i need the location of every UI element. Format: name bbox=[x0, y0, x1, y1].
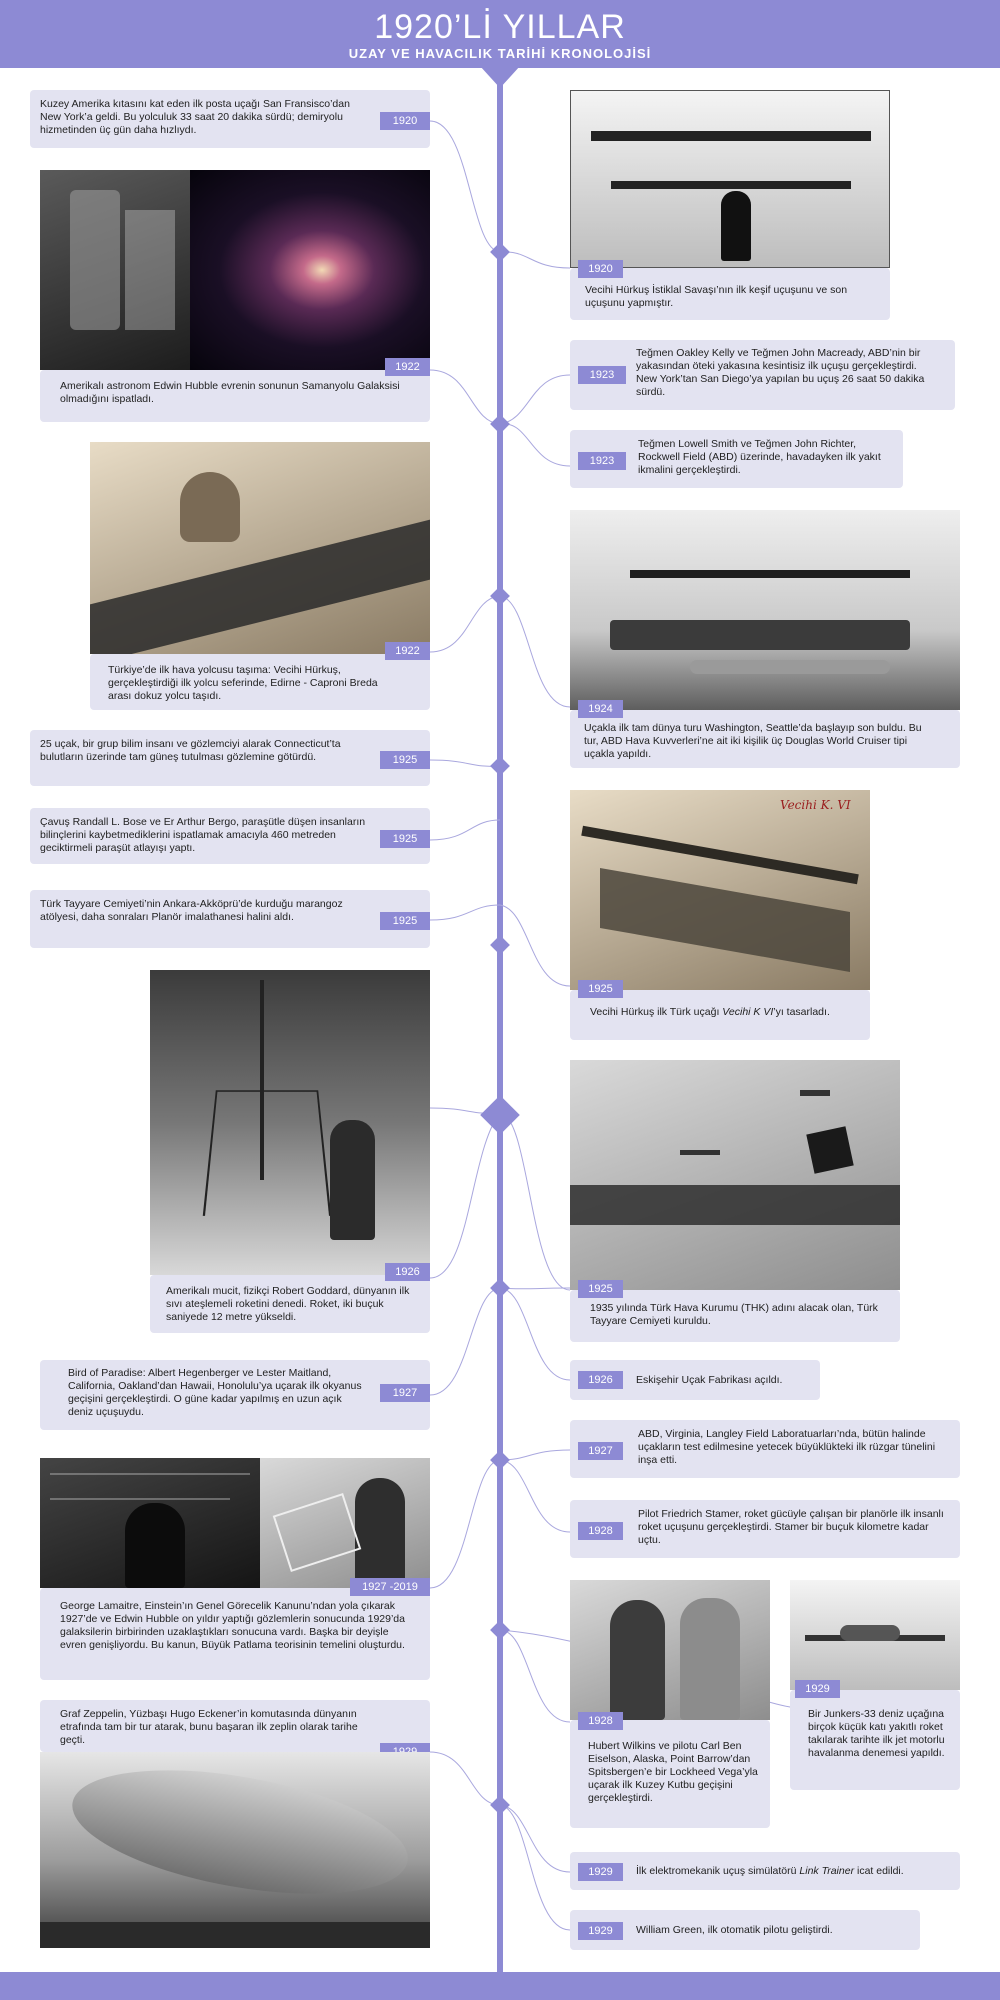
year-badge: 1925 bbox=[578, 1280, 623, 1298]
event-text: ABD, Virginia, Langley Field Laboratuarları’nda, bütün halinde uçakların test edilmesine yetecek büyüklükteki ilk rüzgar tünelini inşa etti. bbox=[638, 1428, 936, 1466]
page-subtitle: UZAY VE HAVACILIK TARİHİ KRONOLOJİSİ bbox=[348, 46, 652, 61]
year-badge: 1929 bbox=[578, 1863, 623, 1881]
year-badge: 1920 bbox=[578, 260, 623, 278]
vecihi-plane-photo bbox=[570, 90, 890, 268]
year-badge: 1923 bbox=[578, 366, 626, 384]
event-text: Vecihi Hürkuş İstiklal Savaşı’nın ilk keşif uçuşunu ve son uçuşunu yapmıştır. bbox=[585, 284, 848, 309]
event-text: William Green, ilk otomatik pilotu geliştirdi. bbox=[636, 1924, 833, 1936]
event-text: Hubert Wilkins ve pilotu Carl Ben Eiselson, Alaska, Point Barrow’dan Spitsbergen’e bir Lockheed Vega’yla uçarak ilk Kuzey Kutbu geçişini gerçekleştirdi. bbox=[588, 1740, 758, 1804]
year-badge: 1922 bbox=[385, 358, 430, 376]
event-text: Pilot Friedrich Stamer, roket gücüyle çalışan bir planörle ilk insanlı roket uçuşunu gerçekleştirdi. Stamer bir buçuk kilometre kadar uçtu. bbox=[638, 1508, 944, 1546]
timeline-card bbox=[570, 703, 960, 768]
footer-band bbox=[0, 1972, 1000, 2000]
year-badge: 1926 bbox=[385, 1263, 430, 1281]
timeline-node-major bbox=[480, 1095, 520, 1135]
event-text: Graf Zeppelin, Yüzbaşı Hugo Eckener’in komutasında dünyanın etrafında tam bir tur atarak, bunu başaran ilk zeplin olarak tarihe geçti. bbox=[60, 1708, 358, 1746]
year-badge: 1927 bbox=[578, 1442, 623, 1460]
event-text: Kuzey Amerika kıtasını kat eden ilk posta uçağı San Fransisco’dan New York’a geldi. Bu yolculuk 33 saat 20 dakika sürdü; demiryolu hizmetinden üç gün daha hızlıydı. bbox=[40, 98, 350, 136]
timeline-card bbox=[30, 730, 430, 786]
timeline-node bbox=[490, 242, 510, 262]
timeline-card bbox=[40, 1360, 430, 1430]
timeline-card bbox=[570, 1715, 770, 1828]
timeline-card bbox=[570, 1910, 920, 1950]
timeline-card bbox=[790, 1683, 960, 1790]
photo-caption: Vecihi K. VI bbox=[780, 798, 851, 812]
event-text: Amerikalı astronom Edwin Hubble evrenin sonunun Samanyolu Galaksisi olmadığını ispatladı. bbox=[60, 380, 400, 405]
timeline-card bbox=[570, 1500, 960, 1558]
event-text: Uçakla ilk tam dünya turu Washington, Seattle’da başlayıp son buldu. Bu tur, ABD Hava Kuvverleri’ne ait iki kişilik üç Douglas World Cruiser tipi uçakla yapıldı. bbox=[584, 722, 922, 760]
event-text: Amerikalı mucit, fizikçi Robert Goddard, dünyanın ilk sıvı ateşlemeli roketini denedi. Roket, iki buçuk saniyede 12 metre yükseldi. bbox=[166, 1285, 410, 1323]
timeline-card bbox=[30, 808, 430, 864]
timeline-card bbox=[40, 361, 430, 422]
year-badge: 1928 bbox=[578, 1712, 623, 1730]
hubble-portrait-photo bbox=[260, 1458, 430, 1588]
timeline-node bbox=[490, 1620, 510, 1640]
timeline-card bbox=[40, 1581, 430, 1680]
vecihi-cockpit-photo bbox=[90, 442, 430, 654]
event-text: Vecihi Hürkuş ilk Türk uçağı Vecihi K VI’yı tasarladı. bbox=[590, 1006, 830, 1018]
year-badge: 1929 bbox=[578, 1922, 623, 1940]
year-badge: 1920 bbox=[380, 112, 430, 130]
timeline-node bbox=[490, 756, 510, 776]
year-badge: 1926 bbox=[578, 1371, 623, 1389]
timeline-card bbox=[570, 983, 870, 1040]
year-badge: 1925 bbox=[380, 751, 430, 769]
event-text: Bird of Paradise: Albert Hegenberger ve Lester Maitland, California, Oakland’dan Hawaii, Honolulu’ya uçarak ilk okyanus geçişini gerçekleştirdi. O güne kadar yapılmış en uzun açık deniz uçuşuydu. bbox=[68, 1367, 362, 1418]
lemaitre-blackboard-photo bbox=[40, 1458, 260, 1588]
page-title: 1920’Lİ YILLAR bbox=[374, 8, 626, 46]
tayyare-cemiyeti-photo bbox=[570, 1060, 900, 1290]
year-badge: 1923 bbox=[578, 452, 626, 470]
year-badge: 1925 bbox=[380, 912, 430, 930]
event-text: 25 uçak, bir grup bilim insanı ve gözlemciyi alarak Connecticut’ta bulutların üzerinde tam güneş tutulması gözlemine götürdü. bbox=[40, 738, 341, 763]
event-text: George Lamaitre, Einstein’ın Genel Görecelik Kanunu’ndan yola çıkarak 1927’de ve Edwin Hubble on yıldır yaptığı gözlemlerin sonucunda 1929’da galaksilerin birbirinden uzaklaştıkları sonucuna vardı. Başka bir deyişle evren genişliyordu. Bu kanun, Büyük Patlama teorisinin temelini oluşturdu. bbox=[60, 1600, 405, 1651]
world-cruiser-photo bbox=[570, 510, 960, 710]
year-badge: 1925 bbox=[578, 980, 623, 998]
event-text: Çavuş Randall L. Bose ve Er Arthur Bergo, paraşütle düşen insanların bilinçlerini kaybetmediklerini ispatlamak amacıyla 460 metreden geciktirmeli paraşüt atlayışı yaptı. bbox=[40, 816, 366, 854]
timeline-node bbox=[490, 414, 510, 434]
timeline-card bbox=[150, 1266, 430, 1333]
timeline-card bbox=[30, 90, 430, 148]
year-badge: 1927 -2019 bbox=[350, 1578, 430, 1596]
timeline-card bbox=[40, 1700, 430, 1752]
timeline-card bbox=[570, 263, 890, 320]
timeline-card bbox=[570, 340, 955, 410]
event-text: Eskişehir Uçak Fabrikası açıldı. bbox=[636, 1374, 783, 1386]
timeline-node bbox=[490, 1450, 510, 1470]
year-badge: 1929 bbox=[795, 1680, 840, 1698]
year-badge: 1927 bbox=[380, 1384, 430, 1402]
wilkins-eielson-photo bbox=[570, 1580, 770, 1720]
year-badge: 1922 bbox=[385, 642, 430, 660]
timeline-card bbox=[30, 890, 430, 948]
graf-zeppelin-photo bbox=[40, 1752, 430, 1948]
timeline-card bbox=[570, 1283, 900, 1342]
hubble-telescope-photo bbox=[40, 170, 190, 370]
galaxy-photo bbox=[190, 170, 430, 370]
timeline-node bbox=[490, 586, 510, 606]
vecihi-k6-photo bbox=[570, 790, 870, 990]
goddard-rocket-photo bbox=[150, 970, 430, 1275]
event-text: Bir Junkers-33 deniz uçağına birçok küçük katı yakıtlı roket takılarak tarihte ilk jet motorlu havalanma denemesi yapıldı. bbox=[808, 1708, 945, 1759]
timeline-node bbox=[490, 935, 510, 955]
year-badge: 1925 bbox=[380, 830, 430, 848]
event-text: İlk elektromekanik uçuş simülatörü Link Trainer icat edildi. bbox=[636, 1865, 904, 1877]
timeline-card bbox=[570, 1360, 820, 1400]
timeline-card bbox=[90, 645, 430, 710]
timeline-spine bbox=[497, 70, 503, 1972]
timeline-card bbox=[570, 430, 903, 488]
junkers-photo bbox=[790, 1580, 960, 1690]
event-text: Türk Tayyare Cemiyeti’nin Ankara-Akköprü’de kurduğu marangoz atölyesi, daha sonraları Planör imalathanesi halini aldı. bbox=[40, 898, 343, 923]
event-text: Teğmen Oakley Kelly ve Teğmen John Macready, ABD’nin bir yakasından öteki yakasına kesintisiz ilk uçuşu gerçekleştirdi. New York’tan San Diego’ya yapılan bu uçuş 26 saat 50 dakika sürdü. bbox=[636, 347, 925, 398]
event-text: Türkiye’de ilk hava yolcusu taşıma: Vecihi Hürkuş, gerçekleştirdiği ilk yolcu seferinde, Edirne - Caproni Breda arası dokuz yolcu taşıdı. bbox=[108, 664, 378, 702]
year-badge: 1928 bbox=[578, 1522, 623, 1540]
year-badge: 1924 bbox=[578, 700, 623, 718]
event-text: 1935 yılında Türk Hava Kurumu (THK) adını alacak olan, Türk Tayyare Cemiyeti kuruldu. bbox=[590, 1302, 878, 1327]
timeline-node bbox=[490, 1278, 510, 1298]
event-text: Teğmen Lowell Smith ve Teğmen John Richter, Rockwell Field (ABD) üzerinde, havadayken ilk yakıt ikmalini gerçekleştirdi. bbox=[638, 438, 881, 476]
timeline-node bbox=[490, 1795, 510, 1815]
timeline-card bbox=[570, 1420, 960, 1478]
timeline-card bbox=[570, 1852, 960, 1890]
